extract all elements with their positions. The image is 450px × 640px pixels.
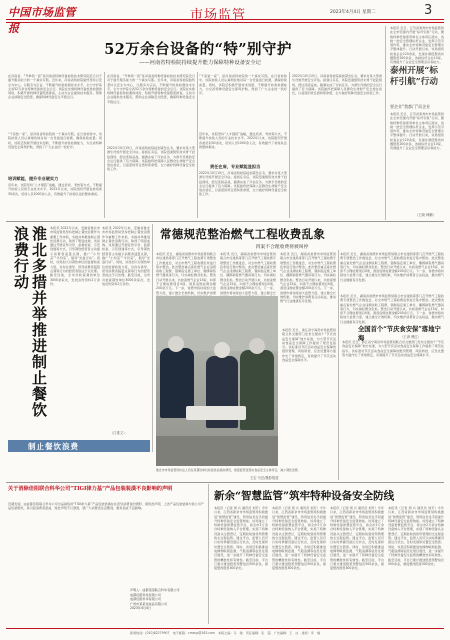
huaibei-body-b: 本报讯 2022年以来，安徽省淮北市市场监管局坚持把制止餐饮浪费作为重要工作来抓，多措并举推进制止餐饮浪费行动，取得了明显成效。该局通过开展宣传引导、监督检查、示范创建等方式，引导餐饮经营者主动提示消费者适量点餐，推广“小份菜”“半份菜”，倡导“光盘行动”。同时，该局加大对餐饮单位的监督检查力度，对存在诱导、误导消费者超量点餐等行为的经营者依法予以处理。截至目前，全市共检查餐饮单位3000余家次，发放宣传资料2万余份。 [102,226,151,286]
lead-subhead-training: 培训赋能，提升专业硬实力 [8,176,59,181]
side-story-lead: 本报讯 近日，江苏省泰州市市场监管局在全市范围内开展“标杆引航”行动，聚焦特种设备使用单位主体责任落实，选树一批安全管理标杆企业，发挥示范引领作用，推动全市特种设备安全管理水平整体提升。行动开展以来，该局组织检查企业120余家，发现并督促整改问题隐患200余条，选树标杆企业10家，有效提升了企业安全管理意识和能力。 [390,26,444,65]
lead-subheadline: ——河南省特检院持续提升能力保障特种设备安全记 [139,60,261,66]
huaibei-byline: （江淮文） [110,431,127,435]
masthead-rule [6,19,444,20]
lead-body-col1c: 近年来，该院坚持“人才强院”战略，通过培训、考核等方式，不断提升检验人员的专业技术水平。2022年以来，该院组织开展各类培训30余次，培训人员1000余人次，有效提升了检验队伍的整体素质。 [8,183,102,196]
side-story-kicker: 要企业“我都门”而企业 [390,104,431,109]
notice-title: 关于消除佳阻联合科华公司“TIGI律力基”产品包装装潢不良影响的声明 [8,486,173,492]
side-story-headline: 泰州开展“标杆引航”行动 [390,66,438,87]
xinyu-body-col1: 本报讯（记者 周 兵 通讯员 刘芳）今年以来，江西省新余市市场监管局积极推进“智慧监管”建设，利用信息化手段提升特种设备安全监管效能。该局建立了特种设备智慧监管平台，将全市2万余台特种设备纳入平台管理，实现了特种设备从注册登记、定期检验到使用管理的全过程监管。通过平台，监管人员可以实时掌握设备运行状态，及时发现和处置安全隐患。同时，该局还积极推进电梯物联网监测、气瓶追溯等信息化项目建设，进一步提升了特种设备安全监管的精准性和有效性。截至目前，平台已累计推送隐患预警信息500余条，督促整改隐患300余处。 [214,506,268,571]
ningbo-byline: （王涛 傅红） [400,335,421,339]
side-story-byline: （王晓 韩鹏） [415,213,436,217]
lead-body-col1b: “干家装一家”，是河南省特检院的一个真实写照。在日常检验中，该院检验人员认真细致地对每一台设备进行检测，确保检验质量。同时，该院还积极开展技术创新，不断提升检验检测能力，为全省特种设备安全保驾护航，得到了广大企业的一致好评。 [8,132,102,149]
gas-body-col4: 本报讯 近日，湖南省常德市市场监管局联合市住建局等部门召开燃气工程收费专项整治工作推进会，对全市燃气工程收费乱象进行集中整治。此次整治重点查处燃气企业违规收取工程费、强制指定施工单位、捆绑销售燃气器具等行为，切实减轻群众负担。整治行动开展以来，共检查燃气企业15家，叫停不合理收费项目4项，清退违规收费金额200余万元。下一步，常德市将持续加大监管力度，建立健全长效机制，切实维护消费者合法权益，推动燃气行业健康有序发展。 [340,252,444,282]
huaibei-banner-label: 制止餐饮浪费 [28,442,79,451]
ningbo-body-a: 本报讯 近日，浙江省宁海县市场监管局联合县文旅部门发布全国首个“节庆食品安全保障”地方标准，为大型节庆活动食品安全保障工作提供了规范化指引。该标准对节庆活动食品安全保障的组织管理、风险防控、应急处置等方面作出了详细规定，有效提升了节庆活动食品安全保障水平。 [282,328,336,363]
lead-body-col2b: 2022年10月15日，河南省特检院接到紧急任务，要求对某大型游乐设施开展安全评估。接到任务后，该院迅速组织技术骨干赶赴现场，经过连续奋战，圆满完成了评估任务，为游乐设施的安全运行提供了有力保障。该院始终把保障人民群众生命财产安全放在首位，以高度的责任感和使命感，全力做好特种设备安全检验工作。 [107,146,195,172]
lead-body-col1: 在河南省，“开拳领一派”是河南省特种设备检验技术研究院近日对于提升服务能力的一个真实写照。近年来，河南省特检院始终坚持以安全为中心，以服务为宗旨，不断提升检验检测技术水平，全力守护着全省52万余台特种设备的安全运行。该院在实施特种设备检验检测的同时，积极开展特种设备隐患排查，主动为企业提供技术服务，帮助企业消除安全隐患，确保特种设备安全平稳运行。 [8,74,102,100]
gas-body-col2: 本报讯 近日，湖南省常德市市场监管局联合市住建局等部门召开燃气工程收费专项整治工作推进会，对全市燃气工程收费乱象进行集中整治。此次整治重点查处燃气企业违规收取工程费、强制指定施工单位、捆绑销售燃气器具等行为，切实减轻群众负担。整治行动开展以来，共检查燃气企业15家，叫停不合理收费项目4项，清退违规收费金额200余万元。下一步，常德市将持续加大监管力度，建立健全长 [220,252,276,295]
section-title: 市场监管 [190,8,247,23]
gas-subheadline: 四案不合理收费将被叫停 [255,245,309,250]
photo-caption: 淮北市市场监管局执法人员在某餐饮单位检查食品储存情况，督促经营者落实食品安全主体责任，减少餐饮浪费。 [156,468,301,472]
issue-date: 2023年4月4日 星期二 [330,10,376,15]
gas-body-col3: 本报讯 近日，湖南省常德市市场监管局联合市住建局等部门召开燃气工程收费专项整治工作推进会，对全市燃气工程收费乱象进行集中整治。此次整治重点查处燃气企业违规收取工程费、强制指定施工单位、捆绑销售燃气器具等行为，切实减轻群众负担。整治行动开展以来，共检查燃气企业15家，叫停不合理收费项目4项，清退违规收费金额200余万元。下一步，常德市将持续加大监管力度，建立健全长效机制，切实维护消费者合法权益，推动燃气行业健康有序发展。 [280,252,336,304]
footer-info: 新闻热线：(010)82279907 电子邮箱：cmsnp@163.com 本版主编：马 骏 责任编辑：张 超 广告编辑：王 冰 排版：李 楠 [129,631,321,635]
xinyu-body-col2: 本报讯（记者 周 兵 通讯员 刘芳）今年以来，江西省新余市市场监管局积极推进“智慧监管”建设，利用信息化手段提升特种设备安全监管效能。该局建立了特种设备智慧监管平台，将全市2万余台特种设备纳入平台管理，实现了特种设备从注册登记、定期检验到使用管理的全过程监管。通过平台，监管人员可以实时掌握设备运行状态，及时发现和处置安全隐患。同时，该局还积极推进电梯物联网监测、气瓶追溯等信息化项目建设，进一步提升了特种设备安全监管的精准性和有效性。截至目前，平台已累计推送隐患预警信息500余条，督促整改隐患300余处。 [272,506,326,571]
huaibei-headline: 淮北多措并举推进制止餐饮浪费行动 [12,226,48,418]
huaibei-body-a: 本报讯 2022年以来，安徽省淮北市市场监管局坚持把制止餐饮浪费作为重要工作来抓，多措并举推进制止餐饮浪费行动，取得了明显成效。该局通过开展宣传引导、监督检查、示范创建等方式，引导餐饮经营者主动提示消费者适量点餐，推广“小份菜”“半份菜”，倡导“光盘行动”。同时，该局加大对餐饮单位的监督检查力度，对存在诱导、误导消费者超量点餐等行为的经营者依法予以处理。截至目前，全市共检查餐饮单位3000余家次，发放宣传资料2万余份。 [50,226,100,286]
lead-subhead-duty: 责任在肩，专业赋能显担当 [210,164,261,169]
photo-credit: 王宏 马岳/摄影报道 [250,476,279,480]
page-number: 3 [424,3,433,18]
inspection-photo [156,296,278,466]
notice-signers: 声明人：成都佳阻联合科华有限公司 成都佳阻科技有限公司 成都佳阻科华有限公司 广州市某某化妆品有限公司 2023年4月4日 [130,588,180,611]
lead-body-col3b: 近年来，该院坚持“人才强院”战略，通过培训、考核等方式，不断提升检验人员的专业技术水平。2022年以来，该院组织开展各类培训30余次，培训人员1000余人次，有效提升了检验队伍的整体素质。 [199,132,287,149]
gas-headline: 常德规范整治燃气工程收费乱象 [160,227,326,241]
xinyu-headline: 新余“智慧监管”筑牢特种设备安全防线 [214,490,395,502]
ningbo-body-b: 本报讯 近日，浙江省宁海县市场监管局联合县文旅部门发布全国首个“节庆食品安全保障”地方标准，为大型节庆活动食品安全保障工作提供了规范化指引。该标准对节庆活动食品安全保障的组织管理、风险防控、应急处置等方面作出了详细规定，有效提升了节庆活动食品安全保障水平。 [342,340,444,357]
xinyu-body-col4: 本报讯（记者 周 兵 通讯员 刘芳）今年以来，江西省新余市市场监管局积极推进“智慧监管”建设，利用信息化手段提升特种设备安全监管效能。该局建立了特种设备智慧监管平台，将全市2万余台特种设备纳入平台管理，实现了特种设备从注册登记、定期检验到使用管理的全过程监管。通过平台，监管人员可以实时掌握设备运行状态，及时发现和处置安全隐患。同时，该局还积极推进电梯物联网监测、气瓶追溯等信息化项目建设，进一步提升了特种设备安全监管的精准性和有效性。截至目前，平台已累计推送隐患预警信息500余条，督促整改隐患300余处。 [388,506,444,566]
ningbo-headline: 全国首个“节庆食安保”落地宁海 [358,326,441,342]
lead-body-col3: “干家装一家”，是河南省特检院的一个真实写照。在日常检验中，该院检验人员认真细致地对每一台设备进行检测，确保检验质量。同时，该院还积极开展技术创新，不断提升检验检测能力，为全省特种设备安全保驾护航，得到了广大企业的一致好评。 [199,74,287,96]
lead-headline: 52万余台设备的“特”别守护 [104,41,292,58]
newspaper-logo: 中国市场监管报 [8,6,76,35]
gas-body-col1: 本报讯 近日，湖南省常德市市场监管局联合市住建局等部门召开燃气工程收费专项整治工作推进会，对全市燃气工程收费乱象进行集中整治。此次整治重点查处燃气企业违规收取工程费、强制指定施工单位、捆绑销售燃气器具等行为，切实减轻群众负担。整治行动开展以来，共检查燃气企业15家，叫停不合理收费项目4项，清退违规收费金额200余万元。下一步，常德市将持续加大监管力度，建立健全长效机制，切实维护消费 [156,252,216,295]
lead-body-col3c: 2022年10月15日，河南省特检院接到紧急任务，要求对某大型游乐设施开展安全评估。接到任务后，该院迅速组织技术骨干赶赴现场，经过连续奋战，圆满完成了评估任务，为游乐设施的安全运行提供了有力保障。该院始终把保障人民群众生命财产安全放在首位，以高度的责任感和使命感，全力做好特种设备安全检验工作。 [199,171,287,197]
xinyu-body-col3: 本报讯（记者 周 兵 通讯员 刘芳）今年以来，江西省新余市市场监管局积极推进“智慧监管”建设，利用信息化手段提升特种设备安全监管效能。该局建立了特种设备智慧监管平台，将全市2万余台特种设备纳入平台管理，实现了特种设备从注册登记、定期检验到使用管理的全过程监管。通过平台，监管人员可以实时掌握设备运行状态，及时发现和处置安全隐患。同时，该局还积极推进电梯物联网监测、气瓶追溯等信息化项目建设，进一步提升了特种设备安全监管的精准性和有效性。截至目前，平台已累计推送隐患预警信息500余条，督促整改隐患300余处。 [330,506,384,571]
gas-body-col4b: 本报讯 近日，湖南省常德市市场监管局联合市住建局等部门召开燃气工程收费专项整治工作推进会，对全市燃气工程收费乱象进行集中整治。此次整治重点查处燃气企业违规收取工程费、强制指定施工单位、捆绑销售燃气器具等行为，切实减轻群众负担。整治行动开展以来，共检查燃气企业15家，叫停不合理收费项目4项，清退违规收费金额200余万元。下一步，常德市将持续加大监管力度，建立健全长效机制，切实维护消费者合法权益，推动燃气行业健康有序发展。 [340,294,444,324]
lead-body-col2: 在河南省，“开拳领一派”是河南省特种设备检验技术研究院近日对于提升服务能力的一个真实写照。近年来，河南省特检院始终坚持以安全为中心，以服务为宗旨，不断提升检验检测技术水平，全力守护着全省52万余台特种设备的安全运行。该院在实施特种设备检验检测的同时，积极开展特种设备隐患排查，主动为企业提供技术服务，帮助企业消除安全隐患，确保特种设备安全平稳运行。 [107,74,195,104]
side-story-body: 本报讯 近日，江苏省泰州市市场监管局在全市范围内开展“标杆引航”行动，聚焦特种设备使用单位主体责任落实，选树一批安全管理标杆企业，发挥示范引领作用，推动全市特种设备安全管理水平整体提升。行动开展以来，该局组织检查企业120余家，发现并督促整改问题隐患200余条，选树标杆企业10家，有效提升了企业安全管理意识和能力。 [390,112,444,151]
notice-body: 近期发现，由成都佳阻联合科华公司出品销售的“TIGI律力基”产品包装装潢存在误导消费者的情形，现特此声明，上述产品包装装潢与我公司产品包装相似，易引起消费者混淆，特此声明予以澄清，望广大消费者注意甄别，避免造成不良影响。 [8,502,204,511]
lead-body-col4: 2022年10月15日，河南省特检院接到紧急任务，要求对某大型游乐设施开展安全评估。接到任务后，该院迅速组织技术骨干赶赴现场，经过连续奋战，圆满完成了评估任务，为游乐设施的安全运行提供了有力保障。该院始终把保障人民群众生命财产安全放在首位，以高度的责任感和使命感，全力做好特种设备安全检验工作。 [292,74,382,96]
